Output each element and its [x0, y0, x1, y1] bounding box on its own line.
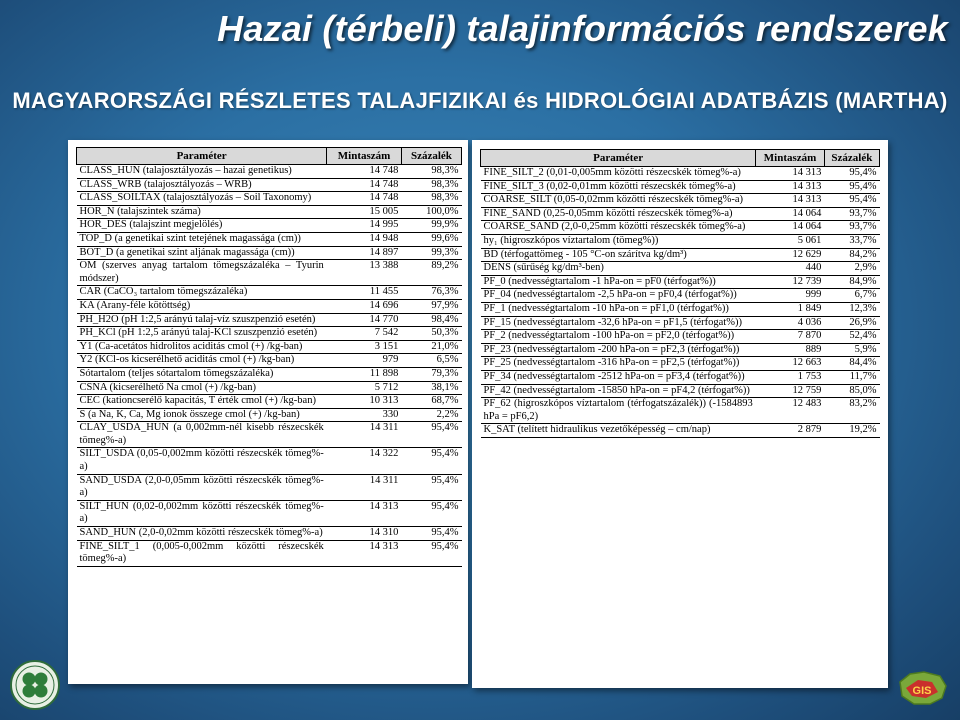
sample-count-cell: 14 995 [327, 219, 402, 233]
sample-count-cell: 12 739 [756, 275, 825, 289]
table-row [481, 194, 880, 208]
table-row [77, 246, 462, 260]
table-row [77, 313, 462, 327]
table-row [77, 408, 462, 422]
table-row [481, 275, 880, 289]
slide-title: Hazai (térbeli) talajinformációs rendszerek [217, 8, 948, 49]
table-row [481, 330, 880, 344]
table-row [481, 357, 880, 371]
sample-count-cell: 7 542 [327, 327, 402, 341]
sample-count-cell: 14 770 [327, 313, 402, 327]
sample-count-cell: 14 322 [327, 448, 402, 474]
percent-cell: 97,9% [401, 299, 461, 313]
percent-cell: 98,3% [401, 192, 461, 206]
parameter-cell: K_SAT (telített hidraulikus vezetőképesség – cm/nap) [481, 424, 756, 438]
table-row [77, 205, 462, 219]
percent-cell: 95,4% [401, 448, 461, 474]
table-row [77, 527, 462, 541]
header-count: Mintaszám [756, 150, 825, 167]
percent-cell: 11,7% [824, 370, 879, 384]
right-table-panel [472, 140, 888, 688]
sample-count-cell: 14 311 [327, 422, 402, 448]
parameter-cell: OM (szerves anyag tartalom tömegszázaléka – Tyurin módszer) [77, 260, 327, 286]
percent-cell: 95,4% [401, 474, 461, 500]
percent-cell: 68,7% [401, 395, 461, 409]
table-row [77, 340, 462, 354]
percent-cell: 84,2% [824, 248, 879, 262]
sample-count-cell: 14 310 [327, 527, 402, 541]
parameter-cell: Y2 (KCl-os kicserélhető aciditás cmol (+) /kg-ban) [77, 354, 327, 368]
percent-cell: 85,0% [824, 384, 879, 398]
percent-cell: 99,6% [401, 232, 461, 246]
sample-count-cell: 1 753 [756, 370, 825, 384]
parameter-cell: PF_04 (nedvességtartalom -2,5 hPa-on = pF0,4 (térfogat%)) [481, 289, 756, 303]
sample-count-cell: 14 313 [756, 194, 825, 208]
parameter-cell: FINE_SILT_3 (0,02-0,01mm közötti részecskék tömeg%-a) [481, 180, 756, 194]
percent-cell: 79,3% [401, 367, 461, 381]
table-row [481, 384, 880, 398]
header-count: Mintaszám [327, 148, 402, 165]
sample-count-cell: 13 388 [327, 260, 402, 286]
parameter-cell: CLASS_SOILTAX (talajosztályozás – Soil Taxonomy) [77, 192, 327, 206]
table-row [77, 286, 462, 300]
sample-count-cell: 14 696 [327, 299, 402, 313]
table-row [77, 165, 462, 179]
percent-cell: 2,9% [824, 262, 879, 276]
percent-cell: 95,4% [401, 500, 461, 526]
sample-count-cell: 14 748 [327, 178, 402, 192]
parameter-cell: COARSE_SILT (0,05-0,02mm közötti részecskék tömeg%-a) [481, 194, 756, 208]
university-logo-icon [10, 660, 60, 710]
percent-cell: 12,3% [824, 302, 879, 316]
parameter-cell: CLASS_HUN (talajosztályozás – hazai genetikus) [77, 165, 327, 179]
sample-count-cell: 999 [756, 289, 825, 303]
parameter-cell: CEC (kationcserélő kapacitás, T érték cmol (+) /kg-ban) [77, 395, 327, 409]
parameter-cell: PF_62 (higroszkópos víztartalom (térfogatszázalék)) (-1584893 hPa = pF6,2) [481, 398, 756, 424]
parameter-cell: FINE_SILT_2 (0,01-0,005mm közötti részecskék tömeg%-a) [481, 167, 756, 181]
parameter-cell: BOT_D (a genetikai szint aljának magassága (cm)) [77, 246, 327, 260]
table-row [481, 167, 880, 181]
parameter-cell: SILT_USDA (0,05-0,002mm közötti részecskék tömeg%-a) [77, 448, 327, 474]
percent-cell: 95,4% [824, 167, 879, 181]
percent-cell: 19,2% [824, 424, 879, 438]
table-row [77, 381, 462, 395]
parameter-cell: CLAY_USDA_HUN (a 0,002mm-nél kisebb részecskék tömeg%-a) [77, 422, 327, 448]
sample-count-cell: 979 [327, 354, 402, 368]
table-row [77, 367, 462, 381]
percent-cell: 21,0% [401, 340, 461, 354]
percent-cell: 100,0% [401, 205, 461, 219]
sample-count-cell: 12 483 [756, 398, 825, 424]
header-parameter: Paraméter [481, 150, 756, 167]
sample-count-cell: 14 748 [327, 165, 402, 179]
percent-cell: 52,4% [824, 330, 879, 344]
sample-count-cell: 440 [756, 262, 825, 276]
sample-count-cell: 4 036 [756, 316, 825, 330]
sample-count-cell: 14 311 [327, 474, 402, 500]
parameter-cell: PF_2 (nedvességtartalom -100 hPa-on = pF2,0 (térfogat%)) [481, 330, 756, 344]
percent-cell: 95,4% [401, 422, 461, 448]
table-row [481, 302, 880, 316]
parameter-cell: FINE_SILT_1 (0,005-0,002mm közötti részecskék tömeg%-a) [77, 540, 327, 566]
percent-cell: 6,5% [401, 354, 461, 368]
header-percent: Százalék [824, 150, 879, 167]
percent-cell: 2,2% [401, 408, 461, 422]
parameter-cell: Sótartalom (teljes sótartalom tömegszázaléka) [77, 367, 327, 381]
parameter-cell: PF_42 (nedvességtartalom -15850 hPa-on = pF4,2 (térfogat%)) [481, 384, 756, 398]
parameter-cell: COARSE_SAND (2,0-0,25mm közötti részecskék tömeg%-a) [481, 221, 756, 235]
parameter-cell: DENS (sűrűség kg/dm³-ben) [481, 262, 756, 276]
header-parameter: Paraméter [77, 148, 327, 165]
table-row [481, 180, 880, 194]
table-row [77, 192, 462, 206]
parameter-cell: CAR (CaCO₃ tartalom tömegszázaléka) [77, 286, 327, 300]
table-row [481, 398, 880, 424]
parameter-cell: PF_34 (nedvességtartalom -2512 hPa-on = pF3,4 (térfogat%)) [481, 370, 756, 384]
sample-count-cell: 3 151 [327, 340, 402, 354]
table-row [77, 500, 462, 526]
gis-logo-text: GIS [912, 685, 932, 697]
percent-cell: 89,2% [401, 260, 461, 286]
percent-cell: 99,9% [401, 219, 461, 233]
percent-cell: 93,7% [824, 207, 879, 221]
parameter-cell: KA (Arany-féle kötöttség) [77, 299, 327, 313]
table-row [481, 248, 880, 262]
right-parameter-table [480, 149, 880, 438]
percent-cell: 76,3% [401, 286, 461, 300]
sample-count-cell: 5 712 [327, 381, 402, 395]
table-row [77, 219, 462, 233]
sample-count-cell: 15 005 [327, 205, 402, 219]
parameter-cell: TOP_D (a genetikai szint tetejének magassága (cm)) [77, 232, 327, 246]
table-header-row [481, 150, 880, 167]
sample-count-cell: 14 948 [327, 232, 402, 246]
parameter-cell: PF_25 (nedvességtartalom -316 hPa-on = pF2,5 (térfogat%)) [481, 357, 756, 371]
table-row [481, 234, 880, 248]
table-row [481, 316, 880, 330]
parameter-cell: BD (térfogattömeg - 105 °C-on szárítva kg/dm³) [481, 248, 756, 262]
parameter-cell: FINE_SAND (0,25-0,05mm közötti részecskék tömeg%-a) [481, 207, 756, 221]
sample-count-cell: 14 897 [327, 246, 402, 260]
table-row [77, 260, 462, 286]
table-row [481, 343, 880, 357]
parameter-cell: PH_H2O (pH 1:2,5 arányú talaj-víz szuszpenzió esetén) [77, 313, 327, 327]
right-table-body [481, 167, 880, 438]
percent-cell: 50,3% [401, 327, 461, 341]
percent-cell: 5,9% [824, 343, 879, 357]
parameter-cell: SILT_HUN (0,02-0,002mm közötti részecskék tömeg%-a) [77, 500, 327, 526]
parameter-cell: PF_1 (nedvességtartalom -10 hPa-on = pF1,0 (térfogat%)) [481, 302, 756, 316]
table-row [481, 207, 880, 221]
percent-cell: 98,4% [401, 313, 461, 327]
sample-count-cell: 11 898 [327, 367, 402, 381]
sample-count-cell: 2 879 [756, 424, 825, 438]
parameter-cell: PF_0 (nedvességtartalom -1 hPa-on = pF0 (térfogat%)) [481, 275, 756, 289]
sample-count-cell: 12 629 [756, 248, 825, 262]
sample-count-cell: 330 [327, 408, 402, 422]
percent-cell: 95,4% [401, 540, 461, 566]
parameter-cell: PF_23 (nedvességtartalom -200 hPa-on = pF2,3 (térfogat%)) [481, 343, 756, 357]
percent-cell: 95,4% [401, 527, 461, 541]
percent-cell: 38,1% [401, 381, 461, 395]
sample-count-cell: 14 313 [756, 167, 825, 181]
table-row [77, 395, 462, 409]
table-row [77, 354, 462, 368]
percent-cell: 33,7% [824, 234, 879, 248]
percent-cell: 6,7% [824, 289, 879, 303]
table-row [77, 448, 462, 474]
percent-cell: 84,4% [824, 357, 879, 371]
table-row [77, 178, 462, 192]
sample-count-cell: 12 663 [756, 357, 825, 371]
left-table-body [77, 165, 462, 567]
sample-count-cell: 14 313 [327, 540, 402, 566]
percent-cell: 99,3% [401, 246, 461, 260]
percent-cell: 98,3% [401, 178, 461, 192]
sample-count-cell: 14 313 [756, 180, 825, 194]
percent-cell: 93,7% [824, 221, 879, 235]
gis-logo-icon [896, 668, 948, 708]
table-row [481, 424, 880, 438]
table-row [77, 422, 462, 448]
parameter-cell: CLASS_WRB (talajosztályozás – WRB) [77, 178, 327, 192]
header-percent: Százalék [401, 148, 461, 165]
percent-cell: 84,9% [824, 275, 879, 289]
parameter-cell: PF_15 (nedvességtartalom -32,6 hPa-on = pF1,5 (térfogat%)) [481, 316, 756, 330]
table-row [481, 221, 880, 235]
table-row [77, 474, 462, 500]
sample-count-cell: 5 061 [756, 234, 825, 248]
percent-cell: 83,2% [824, 398, 879, 424]
parameter-cell: HOR_DES (talajszint megjelölés) [77, 219, 327, 233]
parameter-cell: PH_KCl (pH 1:2,5 arányú talaj-KCl szuszpenzió esetén) [77, 327, 327, 341]
sample-count-cell: 14 064 [756, 207, 825, 221]
parameter-cell: hy₁ (higroszkópos víztartalom (tömeg%)) [481, 234, 756, 248]
sample-count-cell: 14 313 [327, 500, 402, 526]
table-row [77, 327, 462, 341]
left-table-panel [68, 140, 468, 684]
sample-count-cell: 889 [756, 343, 825, 357]
sample-count-cell: 1 849 [756, 302, 825, 316]
parameter-cell: SAND_HUN (2,0-0,02mm közötti részecskék tömeg%-a) [77, 527, 327, 541]
parameter-cell: CSNA (kicserélhető Na cmol (+) /kg-ban) [77, 381, 327, 395]
slide-subtitle: MAGYARORSZÁGI RÉSZLETES TALAJFIZIKAI és HIDROLÓGIAI ADATBÁZIS (MARTHA) [12, 88, 948, 113]
table-row [77, 232, 462, 246]
sample-count-cell: 14 748 [327, 192, 402, 206]
table-row [481, 262, 880, 276]
sample-count-cell: 7 870 [756, 330, 825, 344]
parameter-cell: HOR_N (talajszintek száma) [77, 205, 327, 219]
percent-cell: 26,9% [824, 316, 879, 330]
sample-count-cell: 10 313 [327, 395, 402, 409]
sample-count-cell: 14 064 [756, 221, 825, 235]
left-parameter-table [76, 147, 462, 567]
table-header-row [77, 148, 462, 165]
sample-count-cell: 11 455 [327, 286, 402, 300]
parameter-cell: SAND_USDA (2,0-0,05mm közötti részecskék tömeg%-a) [77, 474, 327, 500]
table-row [481, 370, 880, 384]
table-row [77, 540, 462, 566]
percent-cell: 95,4% [824, 194, 879, 208]
parameter-cell: Y1 (Ca-acetátos hidrolitos aciditás cmol (+) /kg-ban) [77, 340, 327, 354]
percent-cell: 95,4% [824, 180, 879, 194]
table-row [77, 299, 462, 313]
parameter-cell: S (a Na, K, Ca, Mg ionok összege cmol (+) /kg-ban) [77, 408, 327, 422]
table-row [481, 289, 880, 303]
percent-cell: 98,3% [401, 165, 461, 179]
sample-count-cell: 12 759 [756, 384, 825, 398]
